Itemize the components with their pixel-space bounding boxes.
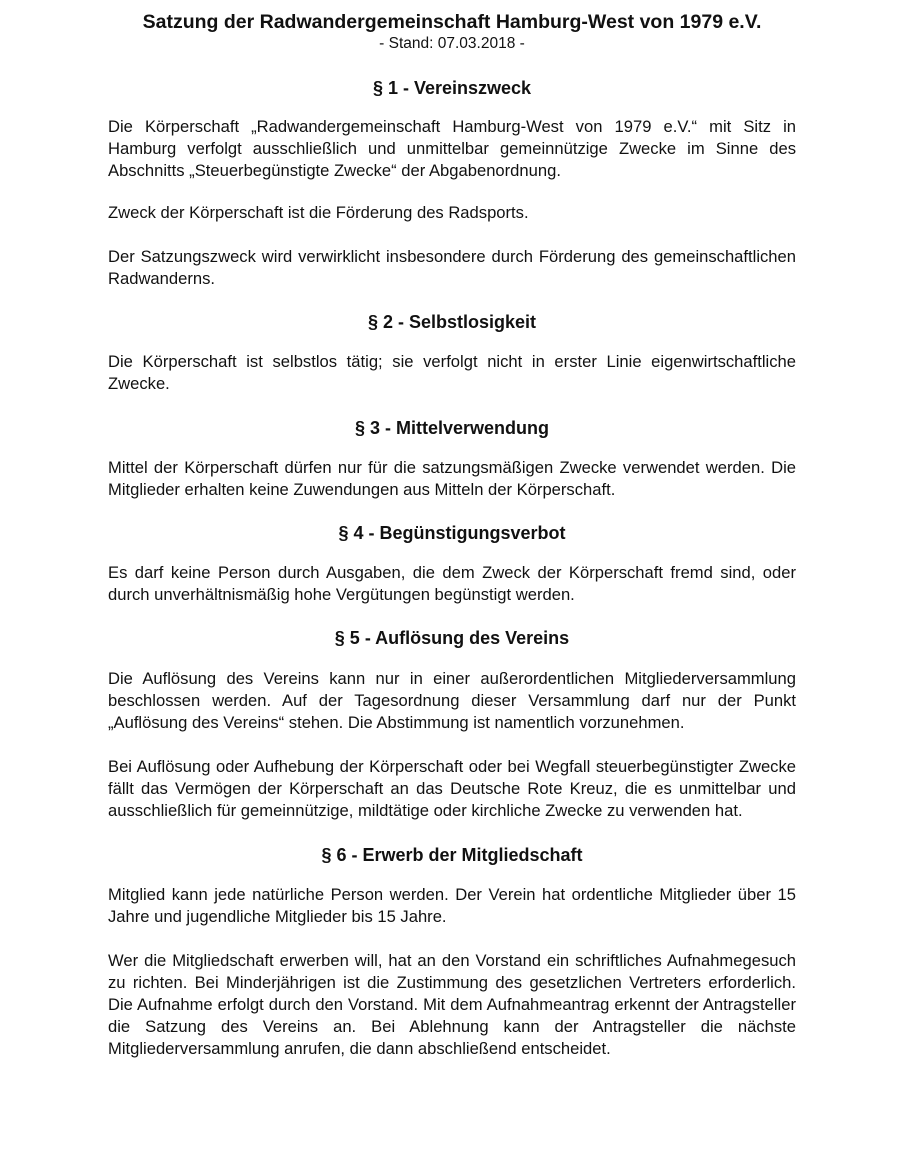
section-5-paragraph-2: Bei Auflösung oder Aufhebung der Körperschaft oder bei Wegfall steuerbegünstigter Zwecke fällt das Vermögen der Körperschaft an das Deutsche Rote Kreuz, die es unmittelbar und ausschließlich für gemeinnützige, mildtätige oder kirchliche Zwecke zu verwenden hat. <box>108 757 796 820</box>
document-title: Satzung der Radwandergemeinschaft Hamburg-West von 1979 e.V. <box>142 11 762 33</box>
section-2-paragraph-1: Die Körperschaft ist selbstlos tätig; sie verfolgt nicht in erster Linie eigenwirtschaftliche Zwecke. <box>108 352 796 393</box>
section-2-heading: § 2 - Selbstlosigkeit <box>367 312 537 332</box>
section-3-heading: § 3 - Mittelverwendung <box>354 418 550 438</box>
document-date: - Stand: 07.03.2018 - <box>379 35 525 52</box>
section-5-heading: § 5 - Auflösung des Vereins <box>334 628 570 648</box>
section-1-paragraph-1: Die Körperschaft „Radwandergemeinschaft Hamburg-West von 1979 e.V.“ mit Sitz in Hamburg verfolgt ausschließlich und unmittelbar gemeinnützige Zwecke im Sinne des Abschnitts „Steuerbegünstigte Zwecke“ der Abgabenordnung. <box>108 117 796 180</box>
section-6-heading: § 6 - Erwerb der Mitgliedschaft <box>321 845 583 865</box>
section-3-paragraph-1: Mittel der Körperschaft dürfen nur für die satzungsmäßigen Zwecke verwendet werden. Die Mitglieder erhalten keine Zuwendungen aus Mitteln der Körperschaft. <box>108 458 796 499</box>
section-6-paragraph-1: Mitglied kann jede natürliche Person werden. Der Verein hat ordentliche Mitglieder über 15 Jahre und jugendliche Mitglieder bis 15 Jahre. <box>108 885 796 926</box>
section-5-paragraph-1: Die Auflösung des Vereins kann nur in einer außerordentlichen Mitgliederversammlung beschlossen werden. Auf der Tagesordnung dieser Versammlung darf nur der Punkt „Auflösung des Vereins“ stehen. Die Abstimmung ist namentlich vorzunehmen. <box>108 669 796 732</box>
document-page <box>108 10 796 1060</box>
section-1-paragraph-3: Der Satzungszweck wird verwirklicht insbesondere durch Förderung des gemeinschaftlichen Radwanderns. <box>108 247 796 288</box>
section-6-paragraph-2: Wer die Mitgliedschaft erwerben will, hat an den Vorstand ein schriftliches Aufnahmegesuch zu richten. Bei Minderjährigen ist die Zustimmung des gesetzlichen Vertreters erforderlich. Die Aufnahme erfolgt durch den Vorstand. Mit dem Aufnahmeantrag erkennt der Antragsteller die Satzung des Vereins an. Bei Ablehnung kann der Antragsteller die nächste Mitgliederversammlung anrufen, die dann abschließend entscheidet. <box>108 951 796 1058</box>
section-4-paragraph-1: Es darf keine Person durch Ausgaben, die dem Zweck der Körperschaft fremd sind, oder durch unverhältnismäßig hohe Vergütungen begünstigt werden. <box>108 563 796 604</box>
section-4-heading: § 4 - Begünstigungsverbot <box>338 523 566 543</box>
section-1-heading: § 1 - Vereinszweck <box>372 78 532 98</box>
section-1-paragraph-2: Zweck der Körperschaft ist die Förderung des Radsports. <box>108 203 529 222</box>
